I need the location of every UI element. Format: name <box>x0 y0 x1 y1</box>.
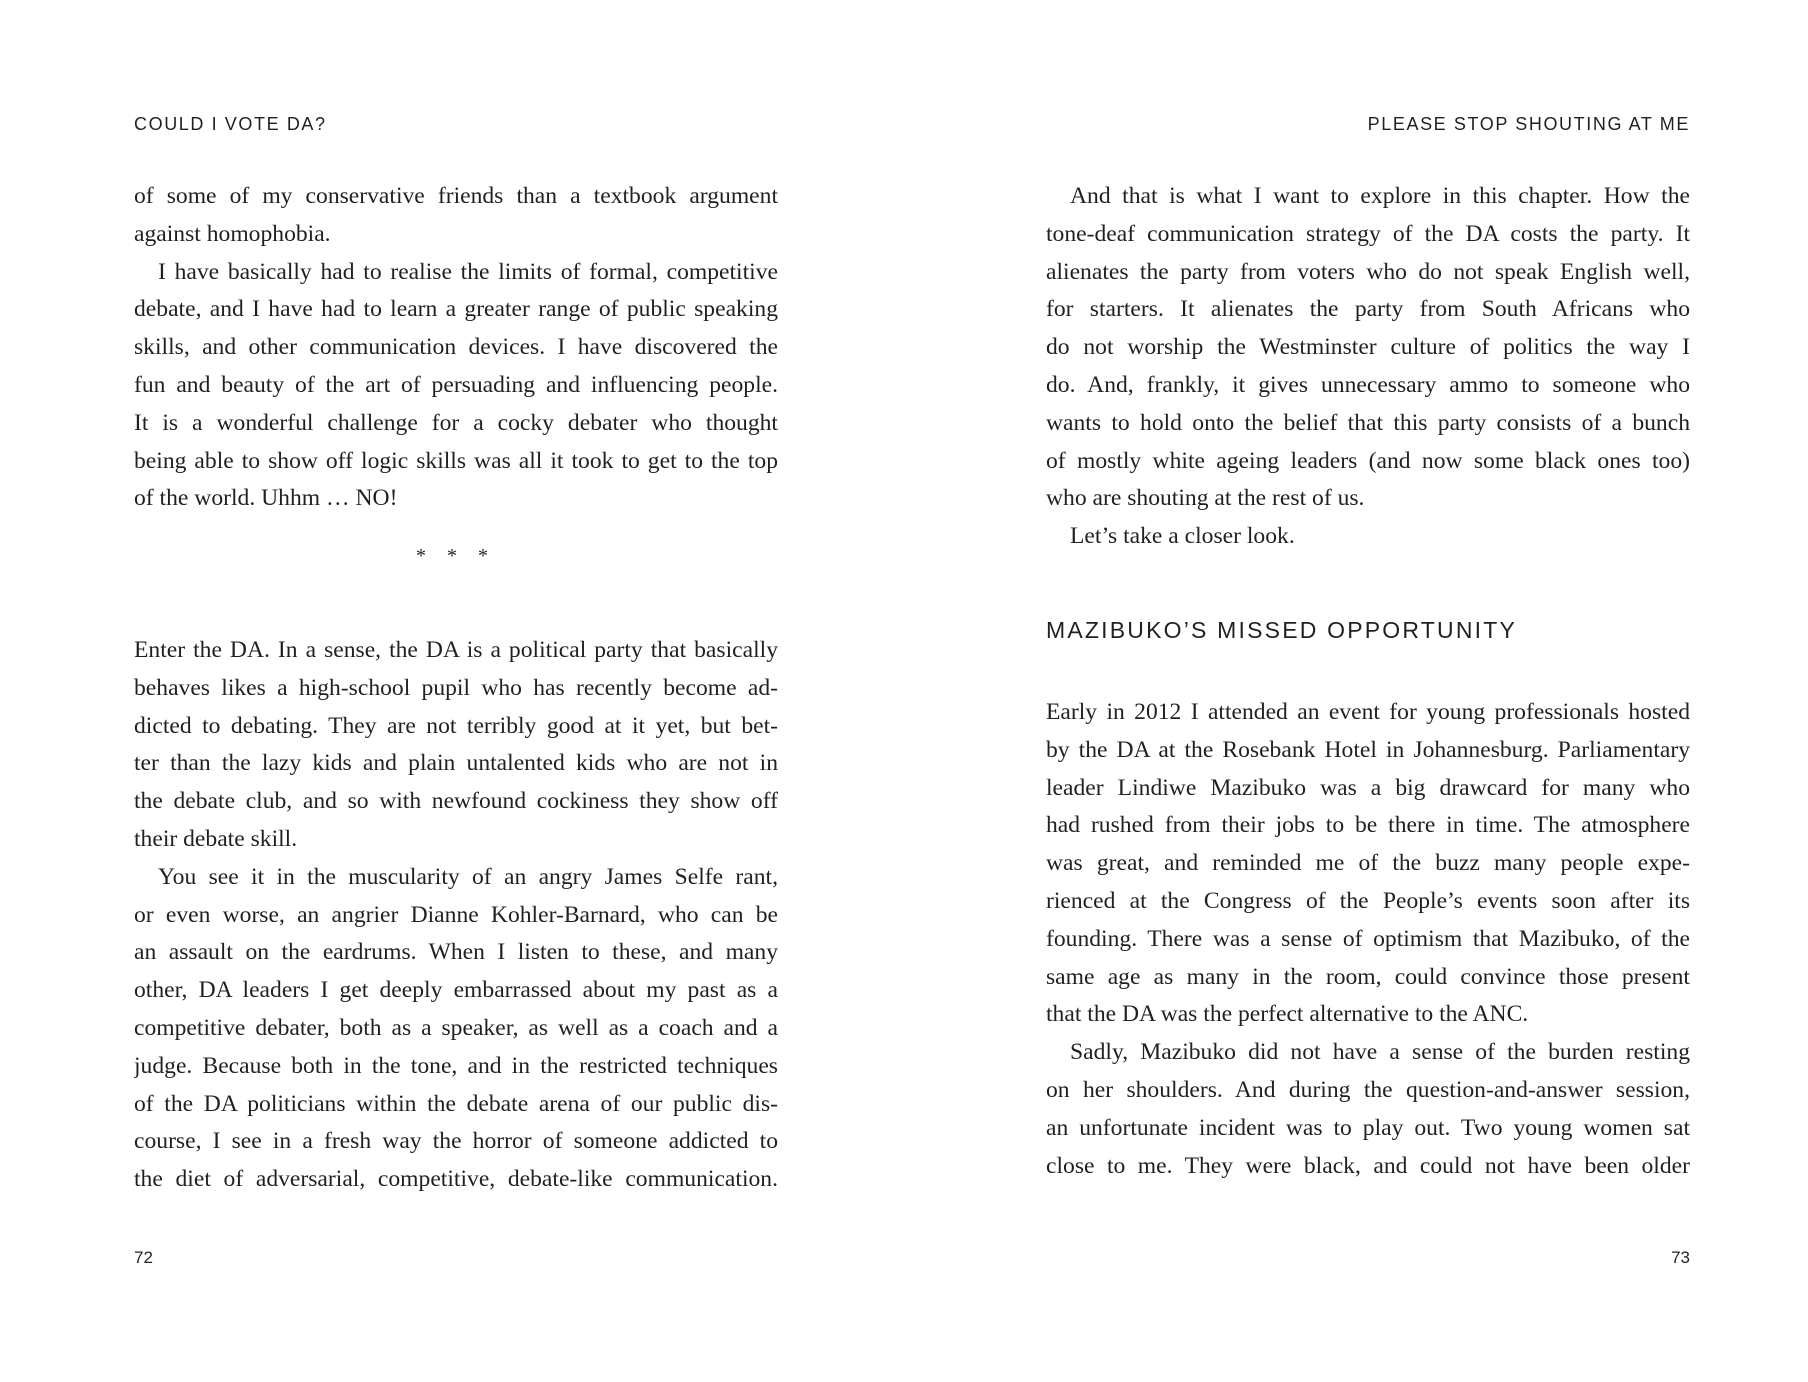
text-line: Enter the DA. In a sense, the DA is a political party that basically <box>134 636 778 663</box>
paragraph <box>1046 178 1690 518</box>
text-line: the diet of adversarial, competitive, debate-like communication. <box>134 1166 778 1193</box>
text-line: And that is what I want to explore in this chapter. How the <box>1070 183 1690 209</box>
text-line: do not worship the Westminster culture of politics the way I <box>1046 334 1690 361</box>
text-line: by the DA at the Rosebank Hotel in Johannesburg. Parliamentary <box>1046 736 1690 763</box>
text-line: Let’s take a closer look. <box>1070 523 1295 550</box>
page-number-left: 72 <box>134 1248 153 1267</box>
paragraph <box>134 178 778 254</box>
text-line: alienates the party from voters who do not speak English well, <box>1046 258 1690 285</box>
text-line: other, DA leaders I get deeply embarrassed about my past as a <box>134 977 778 1004</box>
text-line: had rushed from their jobs to be there in time. The atmosphere <box>1046 812 1690 839</box>
text-line: dicted to debating. They are not terribly good at it yet, but bet- <box>134 712 778 739</box>
text-line: their debate skill. <box>134 825 298 852</box>
text-line: of mostly white ageing leaders (and now some black ones too) <box>1046 447 1690 474</box>
text-line: You see it in the muscularity of an angry James Selfe rant, <box>158 863 778 890</box>
text-line: wants to hold onto the belief that this party consists of a bunch <box>1046 409 1690 436</box>
text-line: behaves likes a high-school pupil who has recently become ad- <box>134 674 778 701</box>
text-line: fun and beauty of the art of persuading and influencing people. <box>134 371 778 398</box>
text-line: skills, and other communication devices. I have discovered the <box>134 334 778 361</box>
text-line: an unfortunate incident was to play out. Two young women sat <box>1046 1114 1690 1141</box>
text-line: competitive debater, both as a speaker, as well as a coach and a <box>134 1014 778 1041</box>
text-line: course, I see in a fresh way the horror of someone addicted to <box>134 1128 778 1155</box>
text-line: against homophobia. <box>134 220 331 247</box>
paragraph <box>1046 518 1690 556</box>
text-line: It is a wonderful challenge for a cocky debater who thought <box>134 409 778 436</box>
left-page <box>134 0 778 1382</box>
paragraph <box>134 254 778 519</box>
left-page-body <box>134 178 778 1199</box>
paragraph <box>1046 694 1690 1034</box>
text-line: debate, and I have had to learn a greater range of public speaking <box>134 296 778 323</box>
text-line: an assault on the eardrums. When I listen to these, and many <box>134 939 778 966</box>
section-heading: MAZIBUKO’S MISSED OPPORTUNITY <box>1046 616 1518 643</box>
text-line: ter than the lazy kids and plain untalented kids who are not in <box>134 750 778 777</box>
text-line: for starters. It alienates the party from South Africans who <box>1046 296 1690 323</box>
paragraph <box>134 632 778 859</box>
paragraph <box>134 859 778 1199</box>
text-line: I have basically had to realise the limits of formal, competitive <box>158 258 778 285</box>
text-line: the debate club, and so with newfound cockiness they show off <box>134 788 778 815</box>
text-line: founding. There was a sense of optimism that Mazibuko, of the <box>1046 925 1690 952</box>
text-line: who are shouting at the rest of us. <box>1046 485 1365 512</box>
text-line: on her shoulders. And during the question-and-answer session, <box>1046 1076 1690 1103</box>
text-line: of the DA politicians within the debate arena of our public dis- <box>134 1090 778 1117</box>
text-line: same age as many in the room, could convince those present <box>1046 963 1690 990</box>
text-line: Sadly, Mazibuko did not have a sense of the burden resting <box>1070 1039 1690 1066</box>
text-line: do. And, frankly, it gives unnecessary ammo to someone who <box>1046 371 1690 398</box>
text-line: of some of my conservative friends than a textbook argument <box>134 183 778 209</box>
text-line: tone-deaf communication strategy of the DA costs the party. It <box>1046 220 1690 247</box>
scene-break: * * * <box>416 545 496 568</box>
text-line: judge. Because both in the tone, and in the restricted techniques <box>134 1052 778 1079</box>
running-head-right: PLEASE STOP SHOUTING AT ME <box>1367 114 1690 134</box>
text-line: or even worse, an angrier Dianne Kohler-Barnard, who can be <box>134 901 778 928</box>
text-line: leader Lindiwe Mazibuko was a big drawcard for many who <box>1046 774 1690 801</box>
right-page-body <box>1046 178 1690 1185</box>
text-line: being able to show off logic skills was all it took to get to the top <box>134 447 778 474</box>
running-head-left: COULD I VOTE DA? <box>134 114 327 134</box>
text-line: close to me. They were black, and could not have been older <box>1046 1152 1690 1179</box>
right-page <box>1046 0 1690 1382</box>
text-line: that the DA was the perfect alternative to the ANC. <box>1046 1001 1529 1028</box>
page-number-right: 73 <box>1671 1248 1690 1267</box>
text-line: Early in 2012 I attended an event for young professionals hosted <box>1046 698 1690 725</box>
text-line: was great, and reminded me of the buzz many people expe- <box>1046 850 1690 877</box>
text-line: of the world. Uhhm … NO! <box>134 485 398 512</box>
paragraph <box>1046 1034 1690 1185</box>
text-line: rienced at the Congress of the People’s events soon after its <box>1046 887 1690 914</box>
